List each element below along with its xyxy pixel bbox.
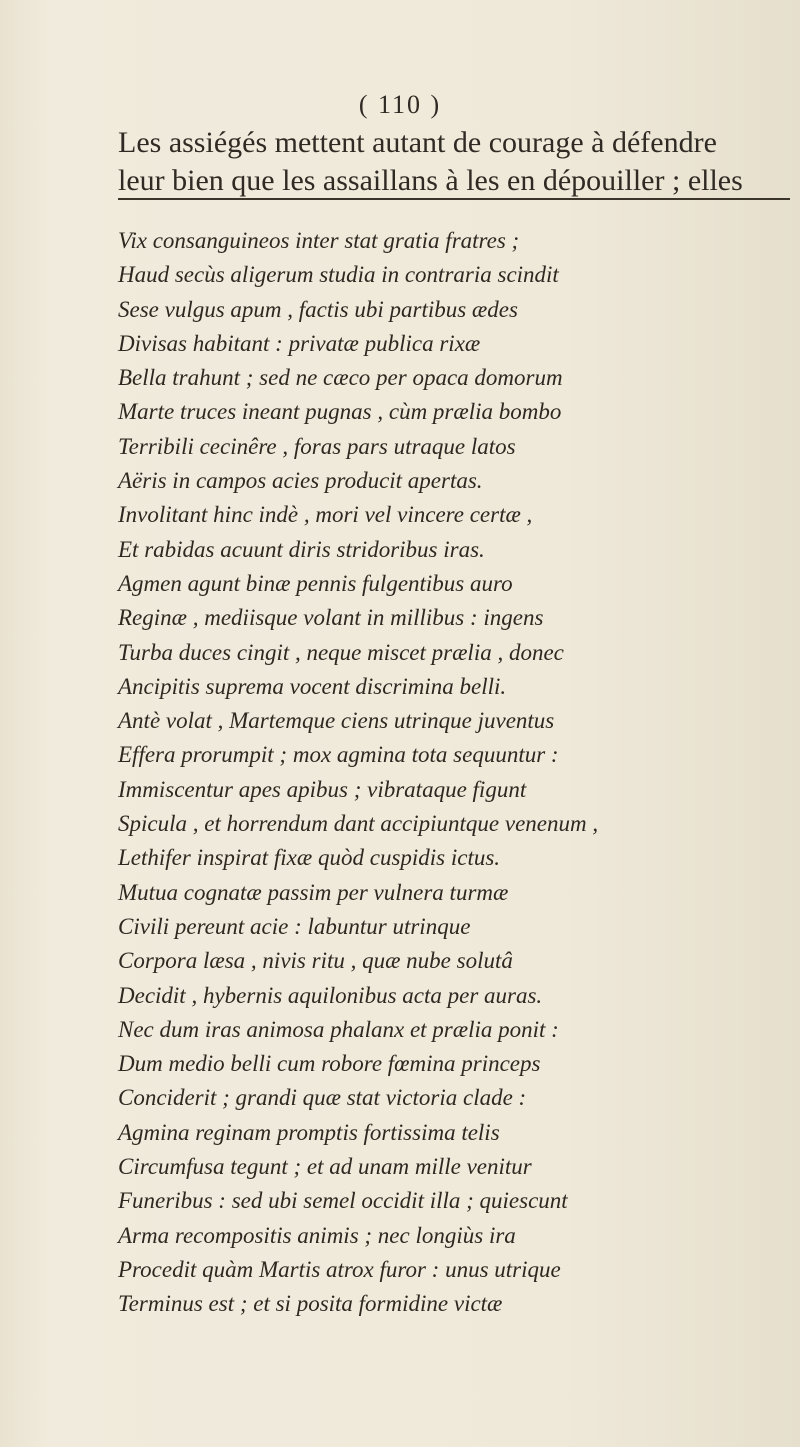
verse-line: Corpora læsa , nivis ritu , quæ nube solutâ bbox=[118, 948, 513, 974]
verse-line: Lethifer inspirat fixæ quòd cuspidis ictus. bbox=[118, 845, 501, 871]
verse-line: Terminus est ; et si posita formidine victæ bbox=[118, 1291, 503, 1317]
verse-line: Terribili cecinêre , foras pars utraque latos bbox=[118, 433, 516, 459]
latin-verse-block bbox=[118, 224, 798, 1322]
verse-line: Procedit quàm Martis atrox furor : unus utrique bbox=[118, 1256, 561, 1282]
verse-line: Divisas habitant : privatæ publica rixæ bbox=[118, 330, 481, 356]
verse-line: Nec dum iras animosa phalanx et prælia ponit : bbox=[118, 1016, 559, 1042]
verse-line: Spicula , et horrendum dant accipiuntque venenum , bbox=[118, 811, 599, 837]
verse-line: Mutua cognatæ passim per vulnera turmæ bbox=[118, 879, 509, 905]
verse-line: Bella trahunt ; sed ne cæco per opaca domorum bbox=[118, 365, 563, 391]
verse-line: Circumfusa tegunt ; et ad unam mille venitur bbox=[118, 1154, 532, 1180]
verse-line: Dum medio belli cum robore fœmina princeps bbox=[118, 1051, 541, 1077]
verse-line: Turba duces cingit , neque miscet prælia , donec bbox=[118, 639, 564, 665]
verse-line: Effera prorumpit ; mox agmina tota sequuntur : bbox=[118, 742, 559, 768]
verse-line: Sese vulgus apum , factis ubi partibus ædes bbox=[118, 296, 518, 322]
verse-line: Agmen agunt binæ pennis fulgentibus auro bbox=[118, 570, 513, 596]
prose-line: Les assiégés mettent autant de courage à défendre bbox=[118, 126, 717, 159]
page-number: ( 110 ) bbox=[358, 90, 442, 119]
verse-line: Et rabidas acuunt diris stridoribus iras. bbox=[118, 536, 485, 562]
verse-line: Conciderit ; grandi quæ stat victoria clade : bbox=[118, 1085, 527, 1111]
prose-paragraph bbox=[118, 124, 800, 200]
verse-line: Civili pereunt acie : labuntur utrinque bbox=[118, 913, 471, 939]
verse-line: Aëris in campos acies producit apertas. bbox=[118, 468, 483, 494]
verse-line: Reginæ , mediisque volant in millibus : ingens bbox=[118, 605, 544, 631]
verse-line: Antè volat , Martemque ciens utrinque juventus bbox=[118, 708, 555, 734]
verse-line: Involitant hinc indè , mori vel vincere certæ , bbox=[118, 502, 533, 528]
verse-line: Immiscentur apes apibus ; vibrataque figunt bbox=[118, 776, 527, 802]
verse-line: Agmina reginam promptis fortissima telis bbox=[118, 1119, 500, 1145]
verse-line: Decidit , hybernis aquilonibus acta per auras. bbox=[118, 982, 543, 1008]
verse-line: Funeribus : sed ubi semel occidit illa ; quiescunt bbox=[118, 1188, 568, 1214]
verse-line: Haud secùs aligerum studia in contraria scindit bbox=[118, 262, 559, 288]
footnote-rule bbox=[118, 198, 790, 200]
verse-line: Vix consanguineos inter stat gratia fratres ; bbox=[118, 228, 520, 253]
verse-line: Arma recompositis animis ; nec longiùs ira bbox=[118, 1222, 516, 1248]
prose-line: leur bien que les assaillans à les en dépouiller ; elles bbox=[118, 164, 743, 197]
verse-line: Marte truces ineant pugnas , cùm prælia bombo bbox=[118, 399, 562, 425]
verse-line: Ancipitis suprema vocent discrimina belli. bbox=[118, 673, 507, 699]
